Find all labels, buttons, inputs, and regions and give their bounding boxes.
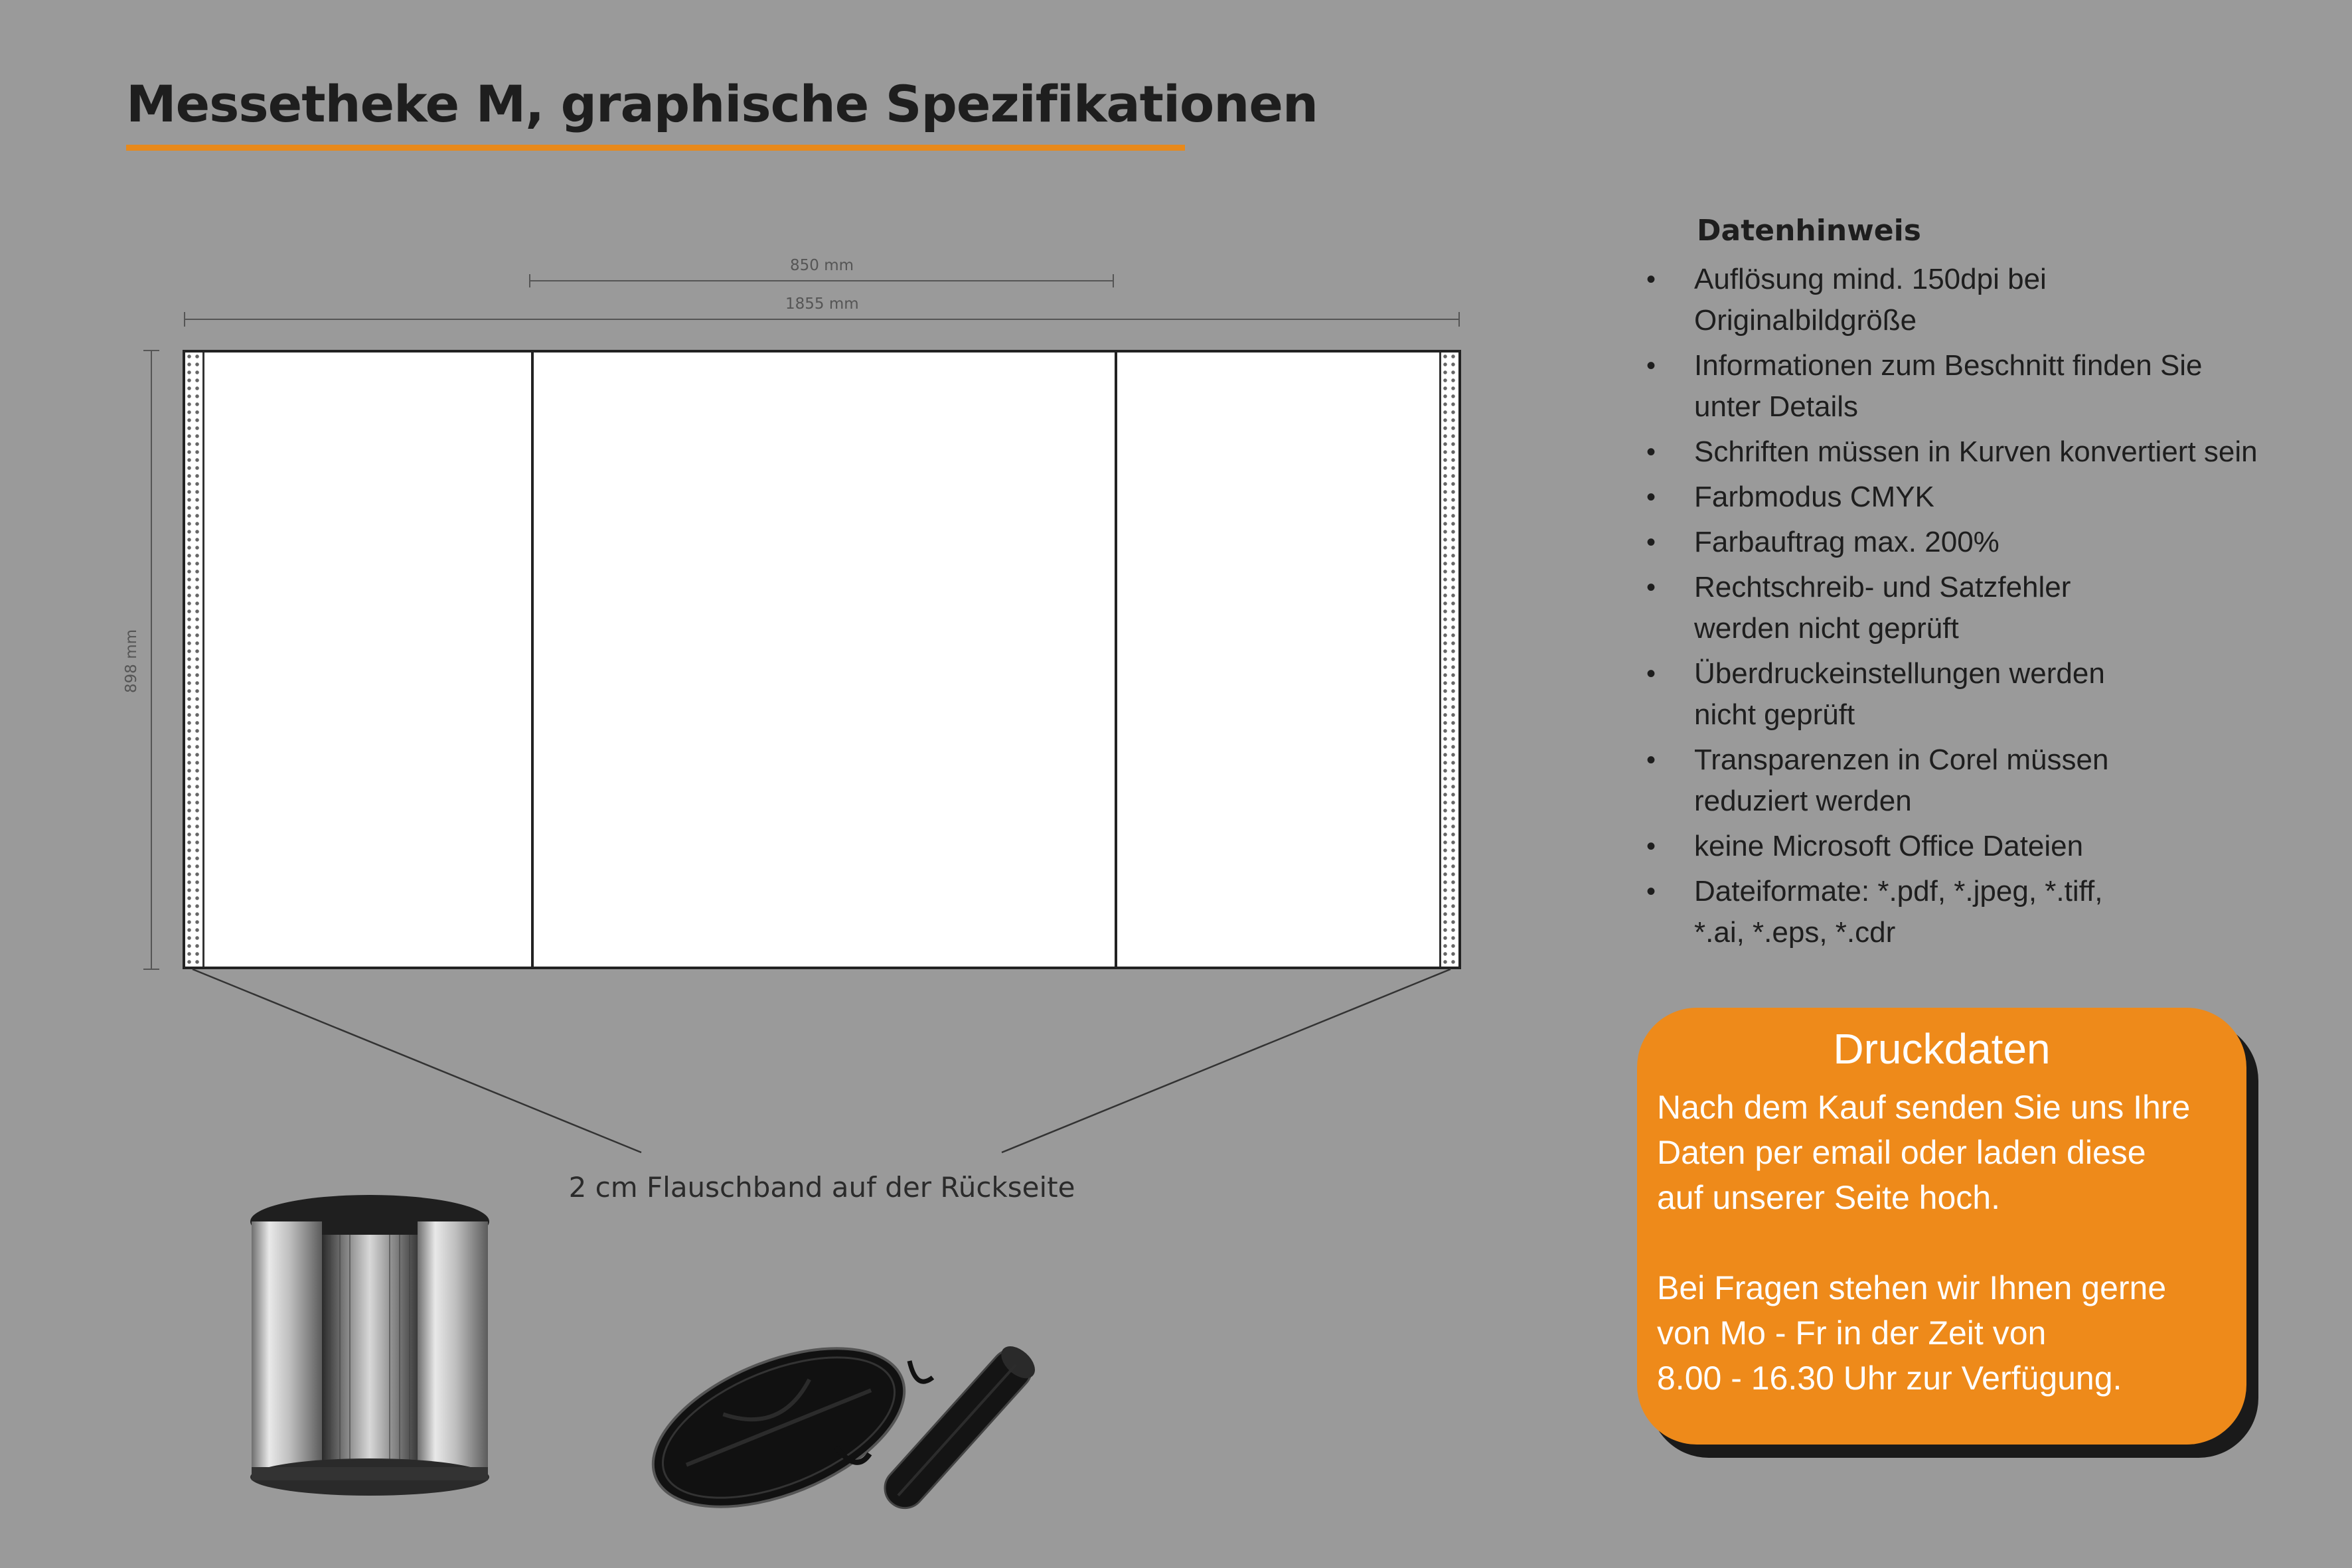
dimension-label-middle: 850 mm xyxy=(790,257,854,274)
velcro-strip-right xyxy=(1439,353,1458,967)
panel-divider-left xyxy=(531,353,534,967)
print-data-text-upload: Nach dem Kauf senden Sie uns Ihre Daten per email oder laden diese auf unserer Seite hoch. xyxy=(1657,1089,2191,1216)
transport-bags-image xyxy=(637,1304,1062,1530)
notes-item: • Rechtschreib- und Satzfehler werden nicht geprüft xyxy=(1646,567,2337,649)
print-data-heading: Druckdaten xyxy=(1833,1025,2051,1073)
notes-item: • Farbauftrag max. 200% xyxy=(1646,522,2337,563)
dimension-tick xyxy=(529,274,530,287)
notes-item: • Schriften müssen in Kurven konvertiert sein xyxy=(1646,431,2337,473)
dimension-tick xyxy=(143,350,159,351)
dimension-tick xyxy=(184,312,185,327)
notes-item: • keine Microsoft Office Dateien xyxy=(1646,826,2337,867)
notes-item: • Farbmodus CMYK xyxy=(1646,477,2337,518)
notes-item: • Auflösung mind. 150dpi bei Originalbildgröße xyxy=(1646,259,2337,341)
velcro-caption: 2 cm Flauschband auf der Rückseite xyxy=(568,1171,1075,1204)
dimension-tick xyxy=(1113,274,1114,287)
dimension-tick xyxy=(143,969,159,970)
dimension-line-total xyxy=(184,319,1460,320)
notes-list xyxy=(1646,259,2337,957)
notes-heading: Datenhinweis xyxy=(1697,214,1921,248)
dimension-tick xyxy=(1458,312,1460,327)
notes-item: • Transparenzen in Corel müssen reduziert werden xyxy=(1646,740,2337,822)
page-title: Messetheke M, graphische Spezifikationen xyxy=(126,74,1318,133)
print-data-info-box xyxy=(1637,1008,2246,1445)
dimension-label-total: 1855 mm xyxy=(785,295,859,313)
dimension-label-height: 898 mm xyxy=(123,629,141,694)
counter-product-image xyxy=(244,1182,509,1507)
dimension-line-middle xyxy=(529,280,1114,281)
velcro-strip-left xyxy=(185,353,204,967)
notes-item: • Überdruckeinstellungen werden nicht geprüft xyxy=(1646,653,2337,736)
notes-item: • Dateiformate: *.pdf, *.jpeg, *.tiff, *.ai, *.eps, *.cdr xyxy=(1646,871,2337,953)
counter-panel-template xyxy=(183,350,1461,969)
dimension-line-height xyxy=(151,350,152,969)
print-data-text-contact: Bei Fragen stehen wir Ihnen gerne von Mo - Fr in der Zeit von 8.00 - 16.30 Uhr zur Verfügung. xyxy=(1657,1269,2167,1397)
title-underline xyxy=(126,145,1185,151)
notes-item: • Informationen zum Beschnitt finden Sie unter Details xyxy=(1646,345,2337,428)
panel-divider-right xyxy=(1115,353,1117,967)
